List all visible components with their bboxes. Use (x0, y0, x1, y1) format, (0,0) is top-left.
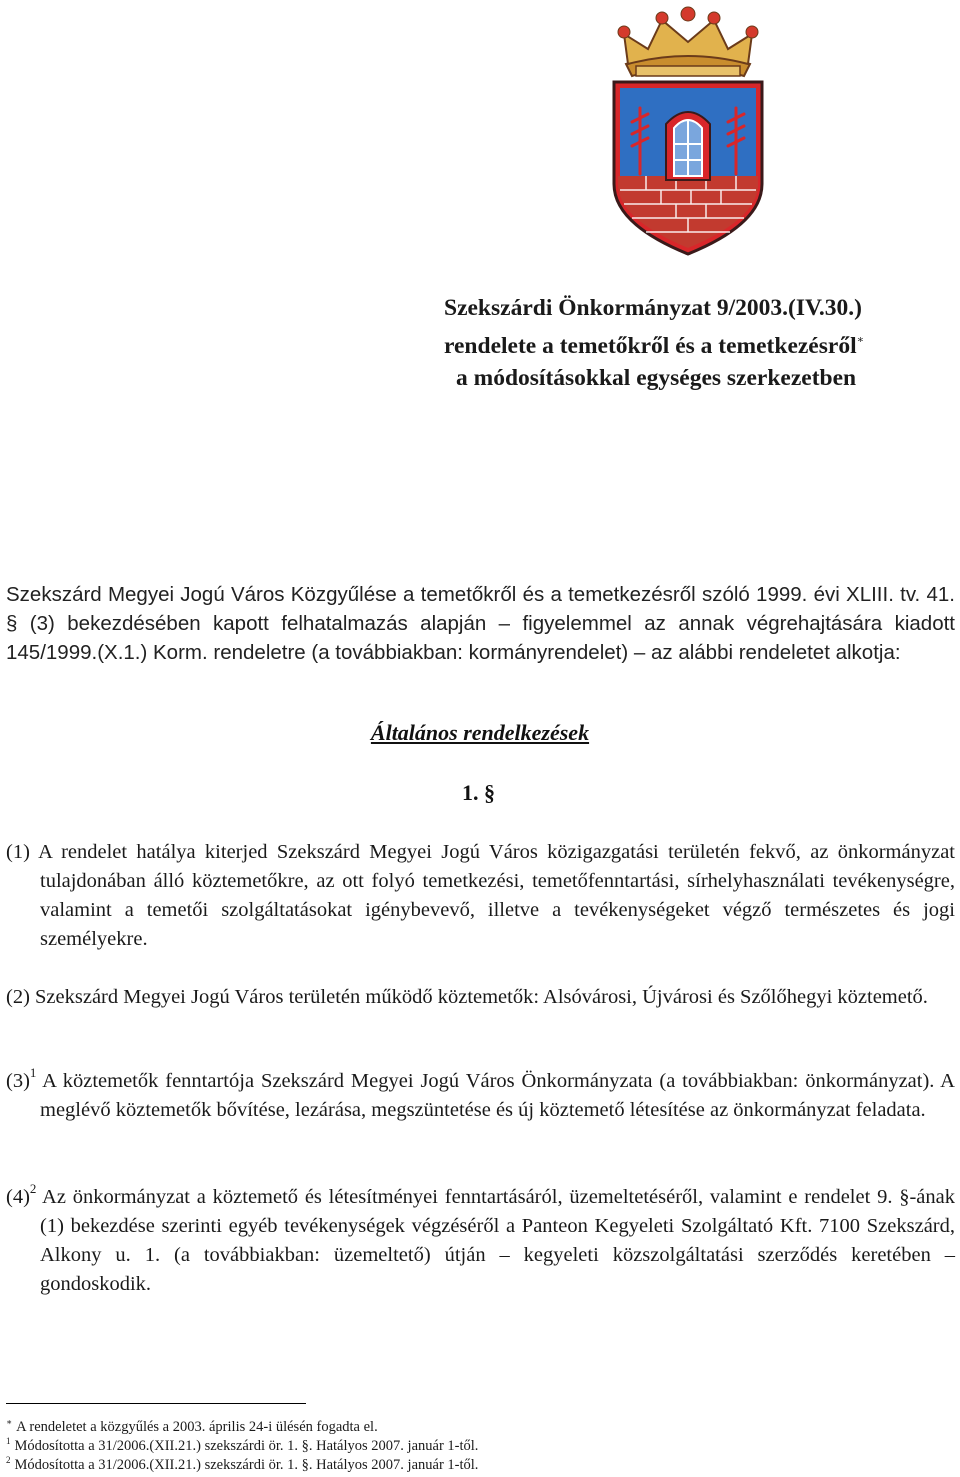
paragraph-4-text: Az önkormányzat a köztemető és létesítményei fenntartásáról, üzemeltetéséről, valamint e rendelet 9. §-ának (1) bekezdése szerinti egyéb tevékenységek végzéséről a Panteon Kegyeleti Szolgáltató Kft. 7100 Szekszárd, Alkony u. 1. (a továbbiakban: üzemeltető) útján – kegyeleti közszolgáltatási szerződés keretében – gondoskodik. (36, 1186, 955, 1295)
paragraph-1 (6, 838, 955, 954)
preamble-text: Szekszárd Megyei Jogú Város Közgyűlése a temetőkről és a temetkezésről szóló 1999. évi XLIII. tv. 41. § (3) bekezdésében kapott felhatalmazás alapján – figyelemmel az annak végrehajtására kiadott 145/1999.(X.1.) Korm. rendeletre (a továbbiakban: kormányrendelet) – az alábbi rendeletet alkotja: (6, 583, 955, 664)
section-heading (0, 720, 960, 746)
footnotes (6, 1418, 946, 1475)
footnote-text: Módosította a 31/2006.(XII.21.) szekszárdi ör. 1. §. Hatályos 2007. január 1-től. (14, 1457, 479, 1473)
paragraph-4 (6, 1183, 955, 1299)
footnote-divider (6, 1403, 306, 1404)
title-line-1: Szekszárdi Önkormányzat 9/2003.(IV.30.) (444, 295, 862, 321)
footnote-text: A rendeletet a közgyűlés a 2003. április 24-i ülésén fogadta el. (16, 1419, 378, 1435)
paragraph-2-text: (2) Szekszárd Megyei Jogú Város területén működő köztemetők: Alsóvárosi, Újvárosi és Szőlőhegyi köztemető. (6, 986, 928, 1008)
crown-icon (618, 7, 758, 76)
paragraph-3-body (6, 1067, 955, 1125)
footnote-item (6, 1418, 946, 1437)
paragraph-4-footnote-mark: 2 (29, 1181, 37, 1196)
paragraph-2 (6, 983, 955, 1012)
title-line-2-text: rendelete a temetőkről és a temetkezésről (444, 333, 857, 359)
footnote-item (6, 1456, 946, 1475)
footnote-mark: 2 (6, 1455, 11, 1465)
paragraph-3-footnote-mark: 1 (29, 1065, 37, 1080)
paragraph-3-text: A köztemetők fenntartója Szekszárd Megyei Jogú Város Önkormányzata (a továbbiakban: önkormányzat). A meglévő köztemetők bővítése, lezárása, megszüntetése és új köztemető létesítése az önkormányzat feladata. (36, 1070, 955, 1121)
document-title (380, 292, 940, 394)
footnote-mark: 1 (6, 1436, 11, 1446)
section-heading-text: Általános rendelkezések (370, 720, 590, 745)
title-footnote-mark: ∗ (856, 334, 865, 346)
paragraph-4-body (6, 1183, 955, 1299)
section-number: 1. § (462, 780, 495, 805)
footnote-mark: ∗ (6, 1417, 13, 1427)
paragraph-3-prefix: (3) (6, 1070, 30, 1092)
title-line-3: a módosításokkal egységes szerkezetben (456, 365, 857, 391)
paragraph-4-prefix: (4) (6, 1186, 30, 1208)
footnote-item (6, 1437, 946, 1456)
title-line-2 (380, 324, 940, 362)
coat-of-arms-icon (606, 4, 770, 258)
footnote-text: Módosította a 31/2006.(XII.21.) szekszárdi ör. 1. §. Hatályos 2007. január 1-től. (14, 1438, 479, 1454)
paragraph-1-text: (1) A rendelet hatálya kiterjed Szekszárd Megyei Jogú Város közigazgatási területén fekvő, az önkormányzat tulajdonában álló köztemetőkre, az ott folyó temetkezési, temetőfenntartási, sírhelyhasználati tevékenységre, valamint a temetői szolgáltatásokat igénybevevő, illetve a tevékenységeket végző természetes és jogi személyekre. (6, 841, 955, 950)
paragraph-3 (6, 1067, 955, 1125)
